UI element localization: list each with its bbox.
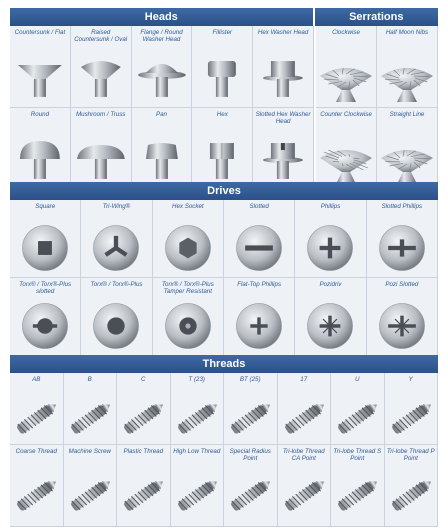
thread-label: Coarse Thread [15, 448, 57, 455]
head-image [192, 126, 252, 189]
head-label: Hex [216, 111, 228, 118]
drive-label: Torx® / Torx®-Plus [90, 281, 143, 288]
head-label: Mushroom / Truss [75, 111, 126, 118]
drive-image [367, 218, 437, 277]
thread-item [224, 373, 278, 445]
drive-item [224, 200, 295, 278]
drive-image [153, 218, 223, 277]
heads-grid [10, 26, 314, 190]
thread-label: BT (25) [239, 376, 261, 383]
drive-label: Hex Socket [172, 203, 204, 210]
serration-image [377, 44, 437, 107]
serrations-grid [316, 26, 438, 190]
threads-header: Threads [10, 355, 438, 373]
thread-item [331, 373, 385, 445]
thread-item [10, 373, 64, 445]
thread-image [10, 463, 63, 526]
head-image [192, 44, 252, 107]
thread-image [171, 391, 224, 444]
head-label: Countersunk / Flat [14, 29, 66, 36]
drive-label: Pozi Slotted [385, 281, 419, 288]
drive-item [367, 278, 438, 356]
thread-image [117, 463, 170, 526]
drive-image [153, 296, 223, 355]
drive-label: Phillips [320, 203, 341, 210]
drive-item [81, 200, 152, 278]
drives-section [10, 182, 438, 356]
serration-image [316, 44, 376, 107]
serration-label: Straight Line [389, 111, 425, 118]
thread-image [64, 391, 117, 444]
heads-header: Heads [10, 8, 313, 26]
drive-image [224, 296, 294, 355]
head-label: Flange / Round Washer Head [140, 29, 183, 43]
thread-label: Machine Screw [68, 448, 111, 455]
thread-item [171, 373, 225, 445]
head-label: Hex Washer Head [257, 29, 309, 36]
thread-label: Tri-lobe Thread CA Point [282, 448, 325, 462]
thread-image [224, 391, 277, 444]
thread-item [278, 373, 332, 445]
thread-label: Tri-lobe Thread S Point [333, 448, 382, 462]
serration-item [377, 108, 438, 190]
drive-label: Flat-Top Phillips [237, 281, 282, 288]
thread-label: T (23) [188, 376, 205, 383]
thread-label: B [87, 376, 92, 383]
serration-item [316, 108, 377, 190]
thread-image [171, 463, 224, 526]
thread-label: U [355, 376, 360, 383]
drive-label: Slotted Phillips [381, 203, 423, 210]
drive-image [10, 218, 80, 277]
drive-label: Torx® / Torx®-Plus slotted [19, 281, 72, 295]
head-item [10, 108, 71, 190]
thread-item [385, 373, 439, 445]
thread-image [385, 391, 438, 444]
thread-item [331, 445, 385, 527]
thread-image [278, 463, 331, 526]
drive-item [224, 278, 295, 356]
thread-image [117, 391, 170, 444]
serration-item [377, 26, 438, 108]
thread-label: High Low Thread [173, 448, 221, 455]
drives-header: Drives [10, 182, 438, 200]
head-label: Round [30, 111, 50, 118]
thread-item [171, 445, 225, 527]
drive-item [153, 278, 224, 356]
thread-label: Tri-lobe Thread P Point [386, 448, 435, 462]
head-image [253, 126, 313, 189]
heads-section [10, 8, 438, 190]
head-item [253, 108, 314, 190]
drive-item [367, 200, 438, 278]
drive-image [295, 296, 365, 355]
thread-item [10, 445, 64, 527]
drive-item [81, 278, 152, 356]
drive-item [10, 200, 81, 278]
head-image [10, 44, 70, 107]
thread-image [64, 463, 117, 526]
drive-item [153, 200, 224, 278]
head-label: Slotted Hex Washer Head [255, 111, 311, 125]
thread-label: Y [408, 376, 413, 383]
thread-image [224, 463, 277, 526]
head-image [10, 126, 70, 189]
drive-label: Slotted [249, 203, 269, 210]
thread-label: Plastic Thread [123, 448, 164, 455]
head-item [132, 108, 193, 190]
serrations-header: Serrations [315, 8, 438, 26]
thread-image [331, 391, 384, 444]
drive-label: Square [35, 203, 56, 210]
thread-item [64, 373, 118, 445]
thread-label: AB [32, 376, 41, 383]
thread-label: Special Radius Point [229, 448, 271, 462]
head-label: Raised Countersunk / Oval [74, 29, 128, 43]
drive-image [367, 296, 437, 355]
thread-image [278, 391, 331, 444]
serration-item [316, 26, 377, 108]
drive-image [10, 296, 80, 355]
thread-image [385, 463, 438, 526]
thread-item [224, 445, 278, 527]
head-image [132, 44, 192, 107]
head-item [253, 26, 314, 108]
drive-item [295, 278, 366, 356]
head-image [71, 126, 131, 189]
thread-item [117, 445, 171, 527]
thread-item [64, 445, 118, 527]
thread-label: C [141, 376, 146, 383]
serration-image [377, 126, 437, 189]
drive-image [81, 218, 151, 277]
head-item [132, 26, 193, 108]
serration-label: Counter Clockwise [320, 111, 372, 118]
drive-image [81, 296, 151, 355]
drive-label: Torx® / Torx®-Plus Tamper Resistant [161, 281, 214, 295]
drive-item [10, 278, 81, 356]
threads-section [10, 355, 438, 527]
drive-image [295, 218, 365, 277]
head-label: Fillister [212, 29, 233, 36]
thread-image [10, 391, 63, 444]
drives-grid [10, 200, 438, 356]
thread-item [117, 373, 171, 445]
head-image [132, 126, 192, 189]
head-item [71, 108, 132, 190]
head-item [71, 26, 132, 108]
head-item [10, 26, 71, 108]
drive-item [295, 200, 366, 278]
serration-label: Half Moon Nibs [385, 29, 429, 36]
serration-image [316, 126, 376, 189]
head-image [253, 44, 313, 107]
head-item [192, 108, 253, 190]
thread-label: 17 [300, 376, 308, 383]
threads-grid [10, 373, 438, 527]
thread-image [331, 463, 384, 526]
thread-item [278, 445, 332, 527]
drive-image [224, 218, 294, 277]
drive-label: Pozidriv [319, 281, 342, 288]
head-item [192, 26, 253, 108]
drive-label: Tri-Wing® [102, 203, 131, 210]
head-label: Pan [155, 111, 167, 118]
thread-item [385, 445, 439, 527]
serration-label: Clockwise [332, 29, 360, 36]
head-image [71, 44, 131, 107]
